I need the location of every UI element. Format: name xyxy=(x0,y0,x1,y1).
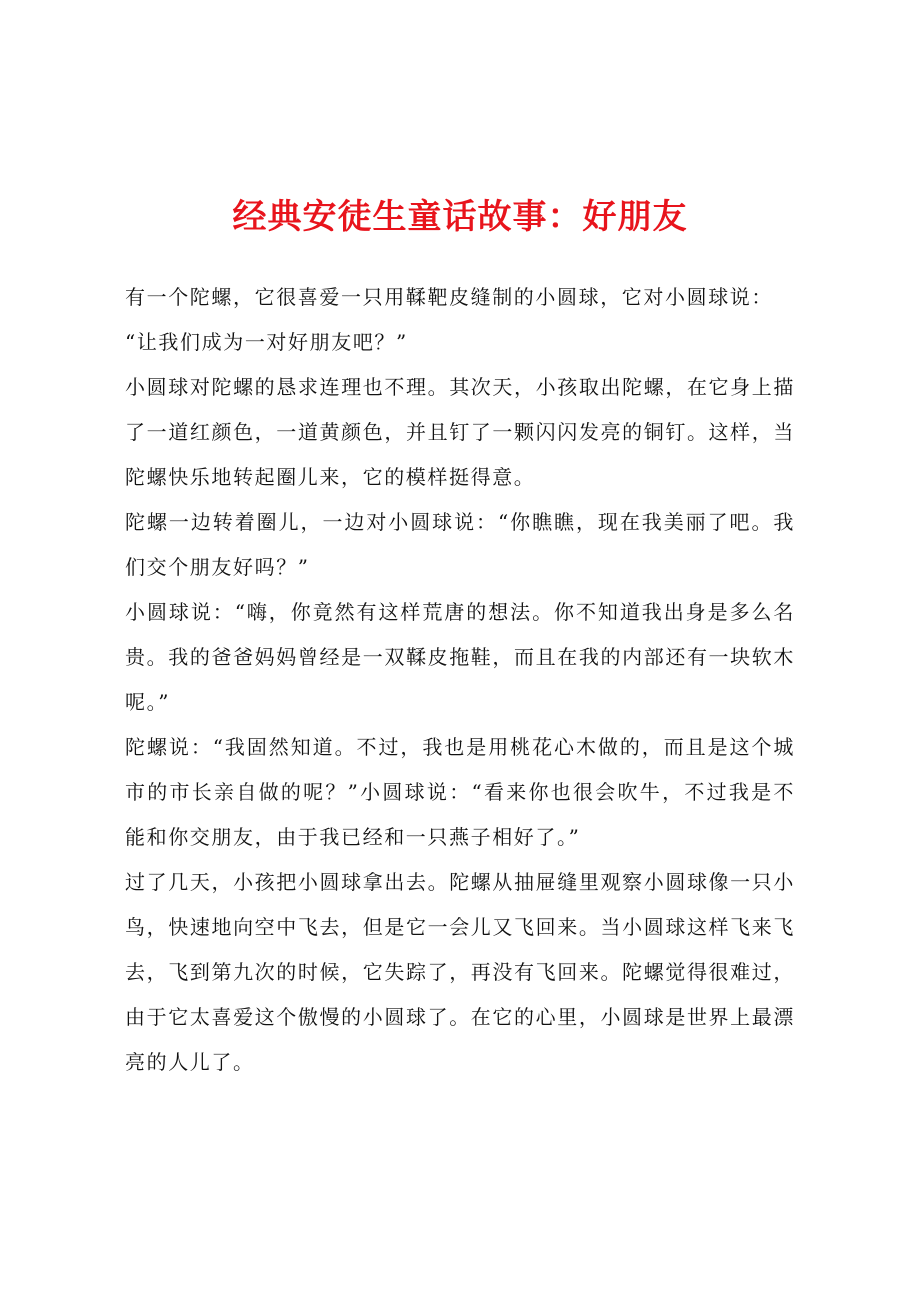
document-title: 经典安徒生童话故事：好朋友 xyxy=(232,197,688,237)
paragraph-7: 过了几天，小孩把小圆球拿出去。陀螺从抽屉缝里观察小圆球像一只小鸟，快速地向空中飞去，但是它一会儿又飞回来。当小圆球这样飞来飞去，飞到第九次的时候，它失踪了，再没有飞回来。陀螺觉得很难过，由于它太喜爱这个傲慢的小圆球了。在它的心里，小圆球是世界上最漂亮的人儿了。 xyxy=(125,870,795,1074)
paragraph-1: 有一个陀螺，它很喜爱一只用鞣靶皮缝制的小圆球，它对小圆球说： xyxy=(125,285,773,309)
paragraph-3: 小圆球对陀螺的恳求连理也不理。其次天，小孩取出陀螺，在它身上描了一道红颜色，一道黄颜色，并且钉了一颗闪闪发亮的铜钉。这样，当陀螺快乐地转起圈儿来，它的模样挺得意。 xyxy=(125,375,795,489)
paragraph-2: “让我们成为一对好朋友吧？” xyxy=(125,330,408,354)
paragraph-4: 陀螺一边转着圈儿，一边对小圆球说：“你瞧瞧，现在我美丽了吧。我们交个朋友好吗？” xyxy=(125,510,795,579)
paragraph-6: 陀螺说：“我固然知道。不过，我也是用桃花心木做的，而且是这个城市的市长亲自做的呢？”小圆球说：“看来你也很会吹牛，不过我是不能和你交朋友，由于我已经和一只燕子相好了。” xyxy=(125,735,795,849)
paragraph-5: 小圆球说：“嗨，你竟然有这样荒唐的想法。你不知道我出身是多么名贵。我的爸爸妈妈曾经是一双鞣皮拖鞋，而且在我的内部还有一块软木呢。” xyxy=(125,600,795,714)
